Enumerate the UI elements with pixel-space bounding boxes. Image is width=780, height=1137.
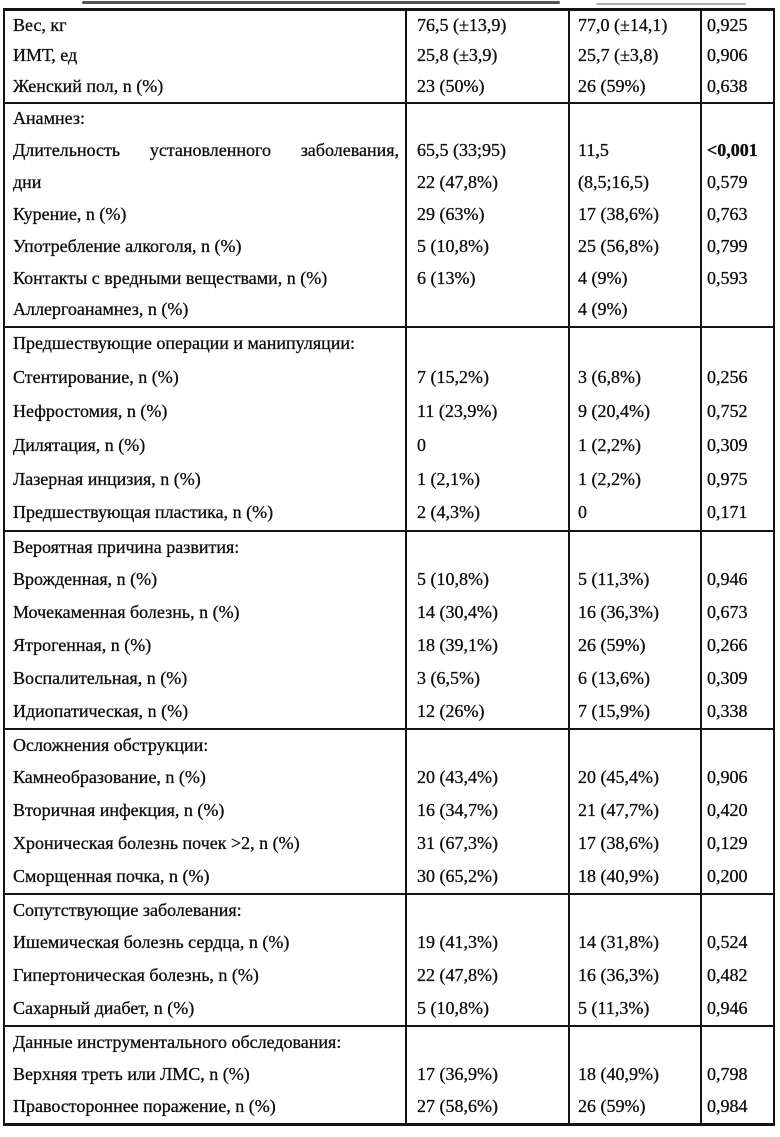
group2-value: 21 (47,7%) xyxy=(569,795,701,828)
p-value: 0,673 xyxy=(701,597,774,630)
p-value: 0,256 xyxy=(701,361,774,395)
group2-value: 5 (11,3%) xyxy=(569,993,701,1026)
group1-value: 29 (63%) xyxy=(406,199,569,231)
table-section xyxy=(4,103,774,327)
row-label: Гипертоническая болезнь, n (%) xyxy=(13,965,259,985)
group2-value: 16 (36,3%) xyxy=(569,597,701,630)
empty-cell xyxy=(701,103,774,135)
section-header-row xyxy=(4,327,774,361)
group1-value: 17 (36,9%) xyxy=(406,1059,569,1092)
group1-value: 12 (26%) xyxy=(406,696,569,729)
table-row xyxy=(4,231,774,263)
table-row xyxy=(4,295,774,327)
p-value: 0,975 xyxy=(701,463,774,497)
group2-value: 26 (59%) xyxy=(569,630,701,663)
group1-value: 11 (23,9%) xyxy=(406,395,569,429)
empty-cell xyxy=(569,1026,701,1059)
section-header-label: Сопутствующие заболевания: xyxy=(13,899,242,920)
group1-value: 5 (10,8%) xyxy=(406,564,569,597)
p-value: 0,763 xyxy=(701,199,774,231)
row-label: Лазерная инцизия, n (%) xyxy=(13,468,201,489)
empty-cell xyxy=(569,531,701,564)
group1-value: 19 (41,3%) xyxy=(406,927,569,960)
group2-value: 1 (2,2%) xyxy=(569,429,701,463)
group1-value: 16 (34,7%) xyxy=(406,795,569,828)
group2-value: 18 (40,9%) xyxy=(569,861,701,894)
clinical-stats-table xyxy=(3,8,775,1126)
empty-cell xyxy=(406,327,569,361)
p-value: <0,001 xyxy=(701,135,774,167)
row-label: Идиопатическая, n (%) xyxy=(13,700,189,721)
empty-cell xyxy=(569,103,701,135)
section-header-label: Вероятная причина развития: xyxy=(13,536,240,557)
group2-value: 17 (38,6%) xyxy=(569,199,701,231)
group1-value: 2 (4,3%) xyxy=(406,497,569,531)
empty-cell xyxy=(406,103,569,135)
p-value: 0,420 xyxy=(701,795,774,828)
table-row xyxy=(4,597,774,630)
group2-value: 7 (15,9%) xyxy=(569,696,701,729)
group1-value: 22 (47,8%) xyxy=(406,960,569,993)
group2-value: 18 (40,9%) xyxy=(569,1059,701,1092)
group2-value: 4 (9%) xyxy=(569,295,701,327)
group2-value: 9 (20,4%) xyxy=(569,395,701,429)
table-section xyxy=(4,1026,774,1125)
row-label: Женский пол, n (%) xyxy=(13,75,164,96)
p-value: 0,946 xyxy=(701,564,774,597)
group1-value: 22 (47,8%) xyxy=(406,167,569,199)
group1-value: 25,8 (±3,9) xyxy=(406,41,569,72)
row-label: Ятрогенная, n (%) xyxy=(13,635,152,655)
table-row xyxy=(4,696,774,729)
group1-value: 6 (13%) xyxy=(406,263,569,295)
row-label: Стентирование, n (%) xyxy=(13,366,179,387)
table-row xyxy=(4,1092,774,1125)
group1-value: 27 (58,6%) xyxy=(406,1092,569,1125)
group2-value: 16 (36,3%) xyxy=(569,960,701,993)
table-row xyxy=(4,167,774,199)
empty-cell xyxy=(569,729,701,762)
table-row xyxy=(4,429,774,463)
table-row xyxy=(4,361,774,395)
empty-cell xyxy=(406,531,569,564)
p-value xyxy=(701,295,774,327)
p-value: 0,524 xyxy=(701,927,774,960)
p-value: 0,946 xyxy=(701,993,774,1026)
group1-value: 18 (39,1%) xyxy=(406,630,569,663)
group2-value: 26 (59%) xyxy=(569,1092,701,1125)
group2-value: 25,7 (±3,8) xyxy=(569,41,701,72)
group2-value: 5 (11,3%) xyxy=(569,564,701,597)
table-row xyxy=(4,72,774,103)
group1-value: 20 (43,4%) xyxy=(406,762,569,795)
group2-value: 26 (59%) xyxy=(569,72,701,103)
table-section xyxy=(4,327,774,531)
empty-cell xyxy=(406,894,569,927)
scan-artifact-line xyxy=(596,3,746,5)
p-value: 0,129 xyxy=(701,828,774,861)
row-label: Врожденная, n (%) xyxy=(13,569,158,589)
p-value: 0,984 xyxy=(701,1092,774,1125)
table-row xyxy=(4,199,774,231)
empty-cell xyxy=(701,531,774,564)
row-label: Предшествующая пластика, n (%) xyxy=(13,502,274,522)
table-row xyxy=(4,564,774,597)
table-row xyxy=(4,41,774,72)
p-value: 0,200 xyxy=(701,861,774,894)
row-label: Аллергоанамнез, n (%) xyxy=(13,299,189,319)
row-label: Курение, n (%) xyxy=(13,203,127,224)
group1-value xyxy=(406,295,569,327)
section-header-label: Анамнез: xyxy=(13,108,85,128)
table-row xyxy=(4,960,774,993)
group2-value: 1 (2,2%) xyxy=(569,463,701,497)
table-row xyxy=(4,263,774,295)
p-value: 0,638 xyxy=(701,72,774,103)
group1-value: 65,5 (33;95) xyxy=(406,135,569,167)
group2-value: 25 (56,8%) xyxy=(569,231,701,263)
group1-value: 7 (15,2%) xyxy=(406,361,569,395)
row-label: Верхняя треть или ЛМС, n (%) xyxy=(13,1064,250,1084)
group1-value: 30 (65,2%) xyxy=(406,861,569,894)
group2-value: 6 (13,6%) xyxy=(569,663,701,696)
row-label: Сахарный диабет, n (%) xyxy=(13,997,195,1018)
empty-cell xyxy=(406,1026,569,1059)
table-row xyxy=(4,927,774,960)
row-label: Правостороннее поражение, n (%) xyxy=(13,1096,276,1117)
p-value: 0,752 xyxy=(701,395,774,429)
p-value: 0,906 xyxy=(701,762,774,795)
row-label: Хроническая болезнь почек >2, n (%) xyxy=(13,833,300,853)
group1-value: 23 (50%) xyxy=(406,72,569,103)
p-value: 0,798 xyxy=(701,1059,774,1092)
group1-value: 14 (30,4%) xyxy=(406,597,569,630)
table-section xyxy=(4,531,774,729)
row-label: Воспалительная, n (%) xyxy=(13,668,188,688)
table-row xyxy=(4,395,774,429)
row-label: ИМТ, ед xyxy=(13,45,78,65)
empty-cell xyxy=(701,894,774,927)
p-value: 0,482 xyxy=(701,960,774,993)
table-row xyxy=(4,10,774,41)
group2-value: 17 (38,6%) xyxy=(569,828,701,861)
p-value: 0,338 xyxy=(701,696,774,729)
table-row xyxy=(4,1059,774,1092)
section-header-row xyxy=(4,531,774,564)
table-row xyxy=(4,630,774,663)
group2-value: 20 (45,4%) xyxy=(569,762,701,795)
row-label: Вторичная инфекция, n (%) xyxy=(13,800,225,820)
row-label: дни xyxy=(13,171,42,192)
group1-value: 31 (67,3%) xyxy=(406,828,569,861)
group2-value: 14 (31,8%) xyxy=(569,927,701,960)
group1-value: 5 (10,8%) xyxy=(406,231,569,263)
group1-value: 0 xyxy=(406,429,569,463)
group1-value: 3 (6,5%) xyxy=(406,663,569,696)
table-row xyxy=(4,861,774,894)
row-label: Вес, кг xyxy=(13,14,67,35)
row-label: Длительность установленного заболевания, xyxy=(13,139,399,160)
table-section xyxy=(4,894,774,1026)
table-row xyxy=(4,463,774,497)
p-value: 0,266 xyxy=(701,630,774,663)
empty-cell xyxy=(701,729,774,762)
p-value: 0,309 xyxy=(701,663,774,696)
p-value: 0,309 xyxy=(701,429,774,463)
p-value: 0,906 xyxy=(701,41,774,72)
p-value: 0,171 xyxy=(701,497,774,531)
empty-cell xyxy=(569,894,701,927)
p-value: 0,799 xyxy=(701,231,774,263)
p-value: 0,593 xyxy=(701,263,774,295)
table-row xyxy=(4,135,774,167)
section-header-row xyxy=(4,894,774,927)
empty-cell xyxy=(701,1026,774,1059)
section-header-row xyxy=(4,1026,774,1059)
group1-value: 1 (2,1%) xyxy=(406,463,569,497)
p-value: 0,579 xyxy=(701,167,774,199)
row-label: Мочекаменная болезнь, n (%) xyxy=(13,602,240,622)
row-label: Сморщенная почка, n (%) xyxy=(13,865,210,886)
group2-value: 77,0 (±14,1) xyxy=(569,10,701,41)
table-section xyxy=(4,10,774,103)
section-header-label: Предшествующие операции и манипуляции: xyxy=(13,333,356,353)
empty-cell xyxy=(701,327,774,361)
section-header-row xyxy=(4,103,774,135)
group1-value: 76,5 (±13,9) xyxy=(406,10,569,41)
row-label: Контакты с вредными веществами, n (%) xyxy=(13,267,328,288)
row-label: Камнеобразование, n (%) xyxy=(13,767,206,787)
table-row xyxy=(4,828,774,861)
group2-value: (8,5;16,5) xyxy=(569,167,701,199)
table-row xyxy=(4,993,774,1026)
p-value: 0,925 xyxy=(701,10,774,41)
table-row xyxy=(4,762,774,795)
section-header-label: Данные инструментального обследования: xyxy=(13,1031,342,1052)
empty-cell xyxy=(569,327,701,361)
row-label: Употребление алкоголя, n (%) xyxy=(13,235,242,256)
empty-cell xyxy=(406,729,569,762)
table-section xyxy=(4,729,774,894)
row-label: Нефростомия, n (%) xyxy=(13,400,168,421)
group2-value: 4 (9%) xyxy=(569,263,701,295)
scan-artifact-line xyxy=(82,1,560,4)
row-label: Ишемическая болезнь сердца, n (%) xyxy=(13,932,290,952)
group1-value: 5 (10,8%) xyxy=(406,993,569,1026)
section-header-label: Осложнения обструкции: xyxy=(13,734,209,755)
table-row xyxy=(4,663,774,696)
group2-value: 0 xyxy=(569,497,701,531)
row-label: Дилятация, n (%) xyxy=(13,434,146,455)
group2-value: 3 (6,8%) xyxy=(569,361,701,395)
table-row xyxy=(4,497,774,531)
table-row xyxy=(4,795,774,828)
section-header-row xyxy=(4,729,774,762)
group2-value: 11,5 xyxy=(569,135,701,167)
